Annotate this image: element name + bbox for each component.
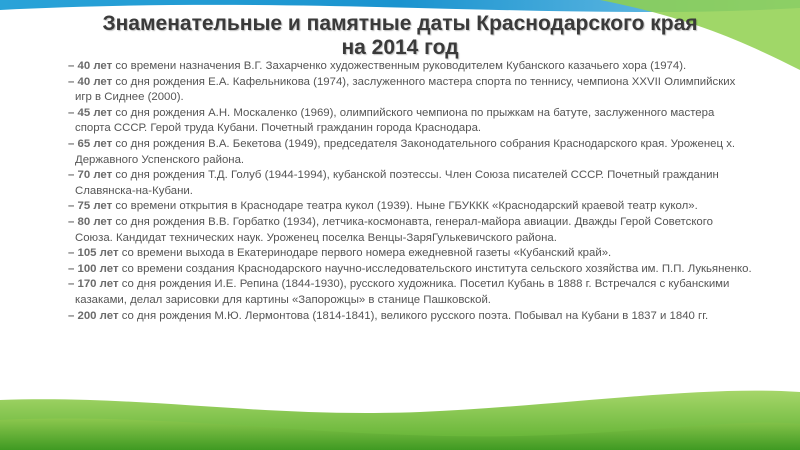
- dates-list: [68, 59, 752, 324]
- list-item: – 105 лет со времени выхода в Екатеринодаре первого номера ежедневной газеты «Кубанский край».: [68, 247, 612, 260]
- list-item: – 65 лет со дня рождения В.А. Бекетова (1949), председателя Законодательного собрания Краснодарского края. Уроженец х. Державного Успенского района.: [68, 137, 736, 166]
- list-item: – 70 лет со дня рождения Т.Д. Голуб (1944-1994), кубанской поэтессы. Член Союза писателей СССР. Почетный гражданин Славянска-на-Кубани.: [68, 169, 719, 197]
- slide-title: [20, 12, 780, 60]
- list-item: – 40 лет со дня рождения Е.А. Кафельникова (1974), заслуженного мастера спорта по теннису, чемпиона XXVII Олимпийских игр в Сиднее (2000).: [68, 75, 736, 104]
- title-line-1: Знаменательные и памятные даты Краснодарского края: [102, 12, 698, 35]
- title-line-2: на 2014 год: [341, 36, 459, 59]
- list-item: – 80 лет со дня рождения В.В. Горбатко (1934), летчика-космонавта, генерал-майора авиации. Дважды Герой Советского Союза. Кандидат технических наук. Уроженец поселка Венцы-ЗаряГулькевичского района.: [68, 215, 714, 244]
- list-item: – 100 лет со времени создания Краснодарского научно-исследовательского института сельского хозяйства им. П.П. Лукьяненко.: [68, 262, 752, 275]
- list-item: – 45 лет со дня рождения А.Н. Москаленко (1969), олимпийского чемпиона по прыжкам на батуте, заслуженного мастера спорта СССР. Герой труда Кубани. Почетный гражданин города Краснодара.: [68, 106, 715, 135]
- list-item: – 200 лет со дня рождения М.Ю. Лермонтова (1814-1841), великого русского поэта. Побывал на Кубани в 1837 и 1840 гг.: [68, 309, 709, 322]
- list-item: – 75 лет со времени открытия в Краснодаре театра кукол (1939). Ныне ГБУККК «Краснодарский краевой театр кукол».: [68, 200, 698, 213]
- list-item: – 40 лет со времени назначения В.Г. Захарченко художественным руководителем Кубанского казачьего хора (1974).: [68, 60, 687, 72]
- list-item: – 170 лет со дня рождения И.Е. Репина (1844-1930), русского художника. Посетил Кубань в 1888 г. Встречался с кубанскими казаками, делал зарисовки для картины «Запорожцы» в станице Пашковской.: [68, 278, 730, 306]
